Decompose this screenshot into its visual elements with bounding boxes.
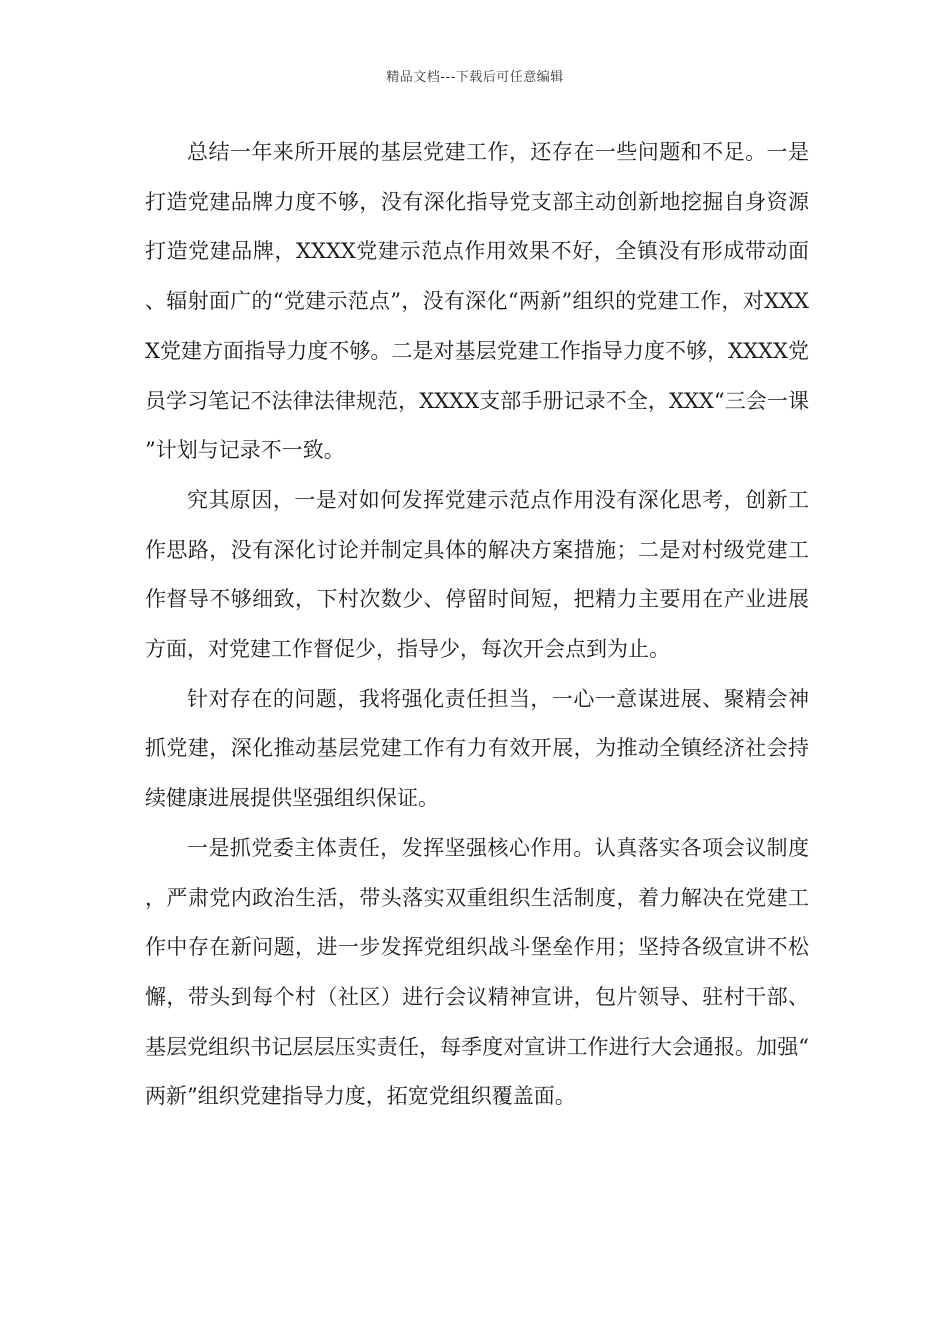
paragraph-causes: 究其原因，一是对如何发挥党建示范点作用没有深化思考，创新工作思路，没有深化讨论并制定具体的解决方案措施；二是对村级党建工作督导不够细致，下村次数少、停留时间短，把精力主要用在产业进展方面，对党建工作督促少，指导少，每次开会点到为止。: [145, 487, 809, 662]
paragraph-problems: 总结一年来所开展的基层党建工作，还存在一些问题和不足。一是打造党建品牌力度不够，没有深化指导党支部主动创新地挖掘自身资源打造党建品牌，XXXX党建示范点作用效果不好，全镇没有形成带动面、辐射面广的“党建示范点”，没有深化“两新”组织的党建工作，对XXXX党建方面指导力度不够。二是对基层党建工作指导力度不够，XXXX党员学习笔记不法律法律规范，XXXX支部手册记录不全，XXX“三会一课”计划与记录不一致。: [145, 140, 809, 463]
document-body: [145, 128, 809, 1122]
paragraph-commitment: 针对存在的问题，我将强化责任担当，一心一意谋进展、聚精会神抓党建，深化推动基层党建工作有力有效开展，为推动全镇经济社会持续健康进展提供坚强组织保证。: [145, 686, 809, 811]
page-header: 精品文档---下载后可任意编辑: [386, 70, 564, 85]
paragraph-measure-one: 一是抓党委主体责任，发挥坚强核心作用。认真落实各项会议制度，严肃党内政治生活，带头落实双重组织生活制度，着力解决在党建工作中存在新问题，进一步发挥党组织战斗堡垒作用；坚持各级宣讲不松懈，带头到每个村（社区）进行会议精神宣讲，包片领导、驻村干部、基层党组织书记层层压实责任，每季度对宣讲工作进行大会通报。加强“两新”组织党建指导力度，拓宽党组织覆盖面。: [145, 835, 809, 1109]
